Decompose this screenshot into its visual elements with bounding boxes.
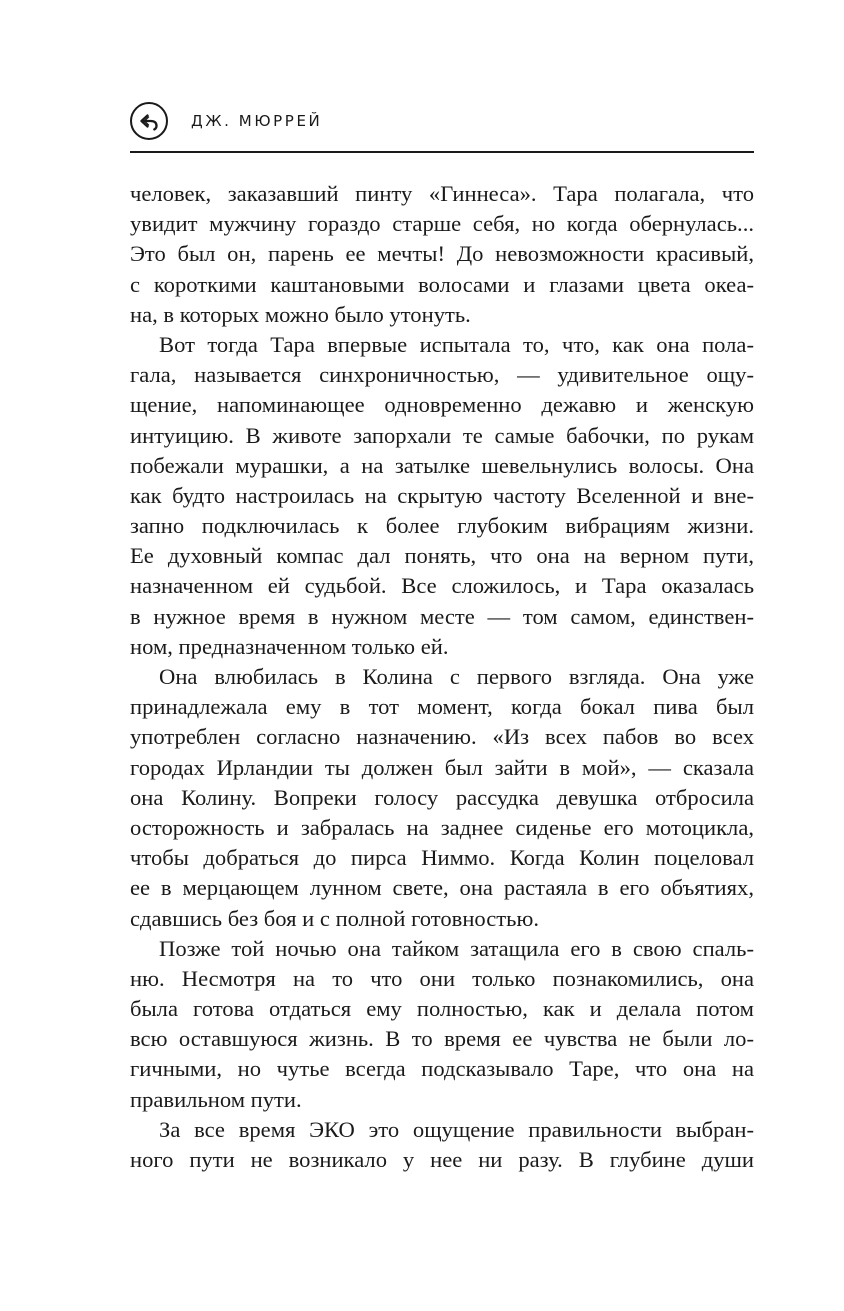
text-line: была готова отдаться ему полностью, как и делала потом (130, 996, 754, 1022)
text-line: городах Ирландии ты должен был зайти в мой», — сказала (130, 754, 754, 780)
back-arrow-icon (130, 102, 168, 140)
running-header (130, 100, 754, 142)
text-line: принадлежала ему в тот момент, когда бокал пива был (130, 694, 754, 720)
paragraph (130, 330, 754, 662)
text-line: Она влюбилась в Колина с первого взгляда. Она уже (159, 664, 754, 689)
text-line: Ее духовный компас дал понять, что она на верном пути, (130, 543, 754, 569)
text-line: как будто настроилась на скрытую частоту Вселенной и вне- (130, 482, 754, 508)
text-line: с короткими каштановыми волосами и глазами цвета океа- (130, 271, 754, 297)
text-line: назначенном ей судьбой. Все сложилось, и Тара оказалась (130, 573, 754, 599)
text-line: сдавшись без боя и с полной готовностью. (130, 905, 540, 931)
text-line: человек, заказавший пинту «Гиннеса». Тара полагала, что (130, 181, 754, 206)
paragraph (130, 662, 754, 934)
text-line: чтобы добраться до пирса Ниммо. Когда Колин поцеловал (130, 845, 754, 871)
text-line: За все время ЭКО это ощущение правильности выбран- (159, 1116, 754, 1142)
paragraph (130, 934, 754, 1115)
text-line: Позже той ночью она тайком затащила его в свою спаль- (159, 935, 754, 961)
text-line: Вот тогда Тара впервые испытала то, что, как она пола- (159, 331, 754, 357)
text-line: ее в мерцающем лунном свете, она растаяла в его объятиях, (130, 875, 754, 901)
text-line: интуицию. В животе запорхали те самые бабочки, по рукам (130, 422, 754, 448)
text-line: ного пути не возникало у нее ни разу. В глубине души (130, 1147, 754, 1172)
text-line: осторожность и забралась на заднее сиденье его мотоцикла, (130, 814, 754, 840)
body-text (130, 179, 754, 1175)
text-line: правильном пути. (130, 1086, 302, 1112)
text-line: запно подключилась к более глубоким вибрациям жизни. (130, 513, 754, 539)
author-name: ДЖ. МЮРРЕЙ (191, 112, 323, 130)
text-line: она Колину. Вопреки голосу рассудка девушка отбросила (130, 784, 754, 810)
text-line: побежали мурашки, а на затылке шевельнулись волосы. Она (130, 452, 754, 478)
text-line: щение, напоминающее одновременно дежавю и женскую (130, 392, 754, 418)
text-line: ню. Несмотря на то что они только познакомились, она (130, 965, 754, 991)
text-line: гичными, но чутье всегда подсказывало Таре, что она на (130, 1056, 754, 1082)
text-line: ном, предназначенном только ей. (130, 633, 449, 659)
text-line: употреблен согласно назначению. «Из всех пабов во всех (130, 724, 754, 750)
text-line: в нужное время в нужном месте — том самом, единствен- (130, 603, 754, 629)
paragraph (130, 179, 754, 330)
text-line: на, в которых можно было утонуть. (130, 301, 471, 327)
back-arrow-glyph (136, 108, 162, 134)
header-rule (130, 151, 754, 153)
text-line: Это был он, парень ее мечты! До невозможности красивый, (130, 241, 754, 267)
text-line: увидит мужчину гораздо старше себя, но когда обернулась... (130, 211, 754, 237)
text-line: всю оставшуюся жизнь. В то время ее чувства не были ло- (130, 1026, 754, 1052)
paragraph (130, 1115, 754, 1175)
text-line: гала, называется синхроничностью, — удивительное ощу- (130, 362, 754, 388)
